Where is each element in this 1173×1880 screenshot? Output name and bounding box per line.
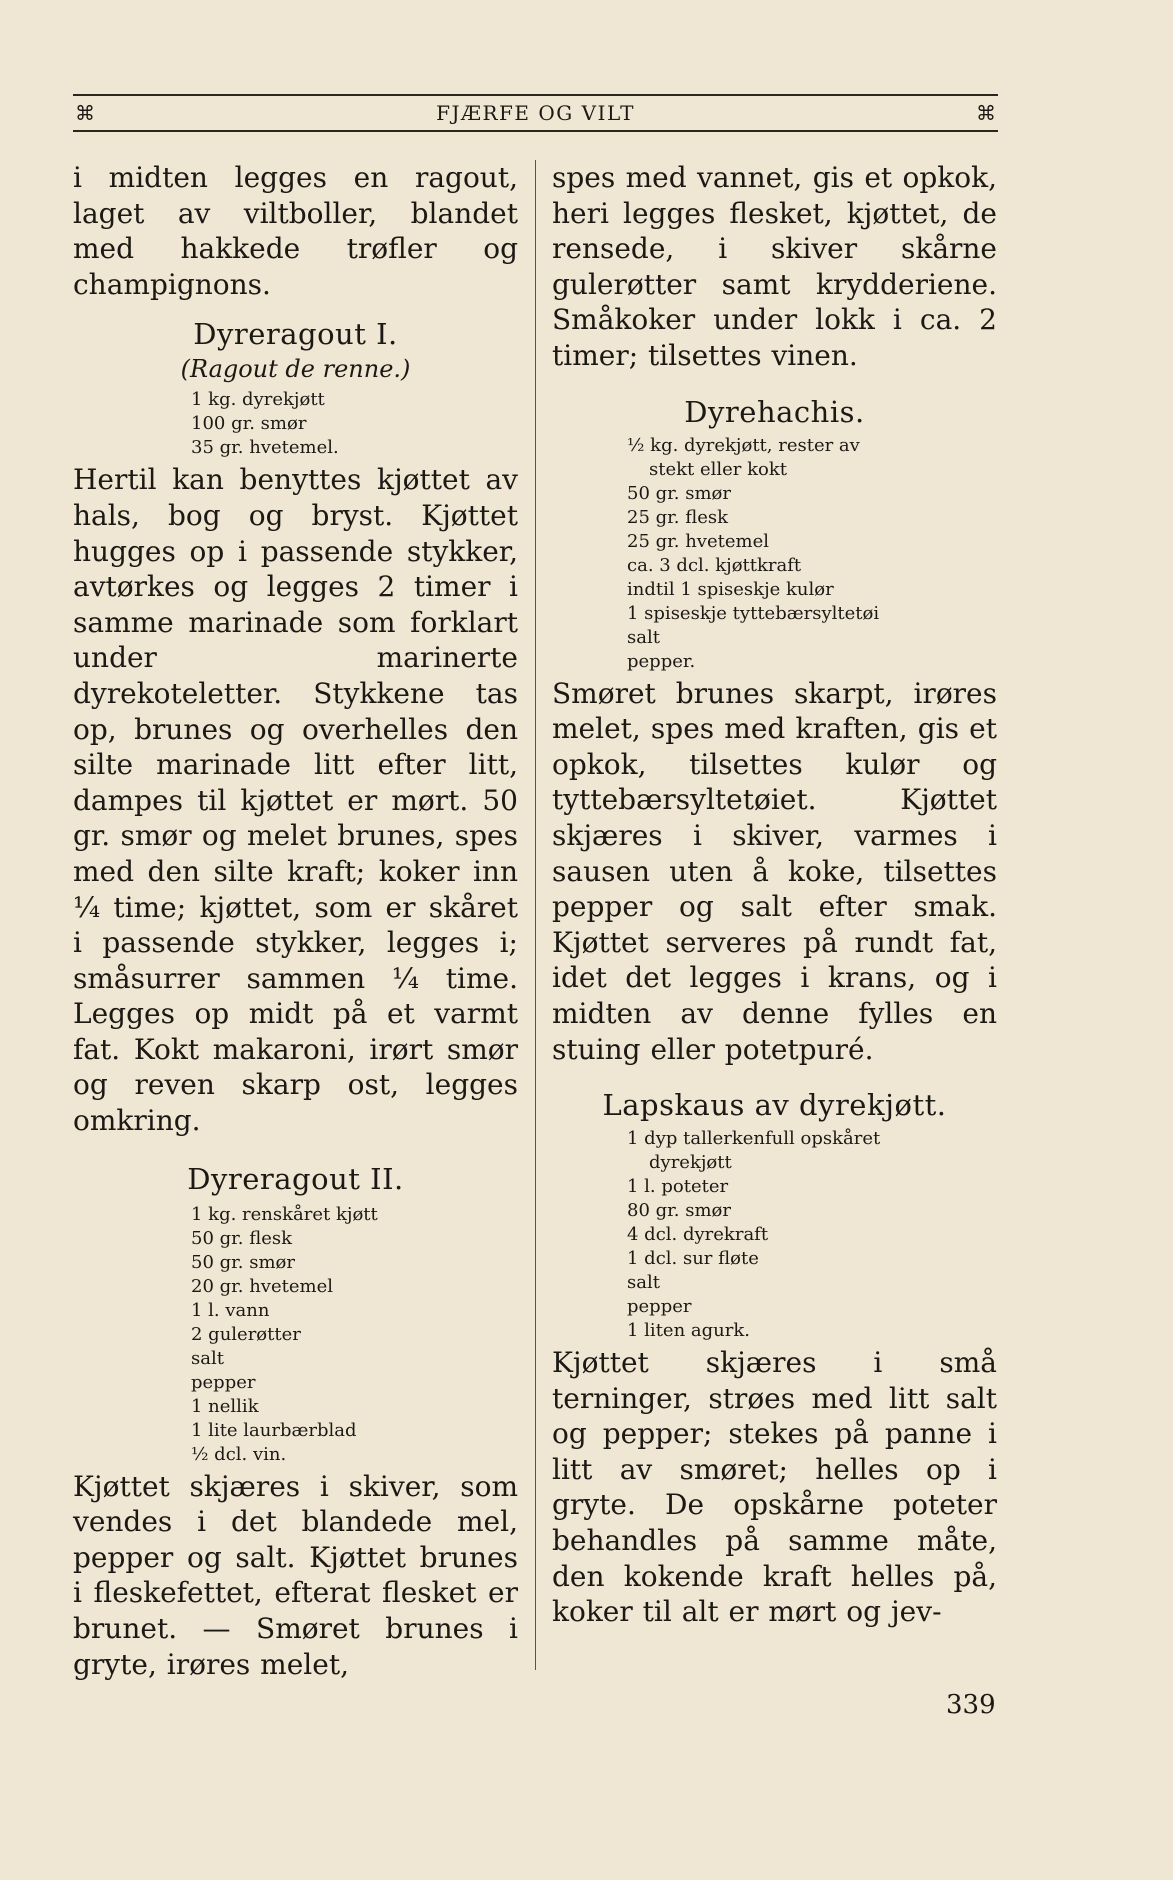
ingredient: pepper [191,1371,256,1393]
ingredient: 25 gr. flesk [627,506,729,528]
page-number: 339 [946,1690,996,1720]
ingredients-dyrehachis [552,434,997,674]
ingredient: ca. 3 dcl. kjøttkraft [627,554,802,576]
ingredient: 1 spiseskje tyttebærsyltetøi [627,602,880,624]
ingredient: 20 gr. hvetemel [191,1275,333,1297]
ingredient: indtil 1 spiseskje kulør [627,578,834,600]
ingredient: 1 lite laurbærblad [191,1419,357,1441]
method-lapskaus: Kjøttet skjæres i små terninger, strøes med litt salt og pepper; stekes på panne i litt av smøret; helles op i gryte. De opskårne poteter behandles på samme måte, den kokende kraft helles på, koker til alt er mørt og jev- [552,1346,997,1629]
recipe-subtitle: (Ragout de renne.) [180,355,411,384]
right-column [552,160,997,1630]
ingredient: 1 nellik [191,1395,259,1417]
ornament-left-icon: ⌘ [75,101,95,125]
ingredient: 2 gulerøtter [191,1323,301,1345]
recipe-title-dyreragout-2: Dyreragout II. [187,1161,404,1196]
method-dyrehachis: Smøret brunes skarpt, irøres melet, spes med kraften, gis et opkok, tilsettes kulør og tyttebærsyltetøiet. Kjøttet skjæres i skiver, varmes i sausen uten å koke, tilsettes pepper og salt efter smak. Kjøttet serveres på rundt fat, idet det legges i krans, og i midten av denne fylles en stuing eller potetpuré. [552,676,997,1066]
ingredient: 35 gr. hvetemel. [191,437,339,459]
recipe-title-dyreragout-1: Dyreragout I. [193,317,398,352]
ingredient: ½ kg. dyrekjøtt, rester av [627,434,860,456]
ingredient: 50 gr. smør [191,1251,295,1273]
left-column [73,160,518,1682]
ingredient: salt [627,626,660,648]
running-header [73,94,998,132]
recipe-title-dyrehachis: Dyrehachis. [684,394,865,429]
ingredient: pepper [627,1296,692,1318]
ingredient: 25 gr. hvetemel [627,530,769,552]
ingredient: 1 dyp tallerkenfull opskåret [627,1128,881,1150]
ingredient: 50 gr. smør [627,482,731,504]
column-divider [535,160,536,1670]
ingredients-lapskaus [552,1127,997,1343]
ingredient: 1 l. poteter [627,1176,729,1198]
ingredient: 100 gr. smør [191,413,307,435]
continued-paragraph: spes med vannet, gis et opkok, heri legges flesket, kjøttet, de rensede, i skiver skårne gulerøtter samt krydderiene. Småkoker under lokk i ca. 2 timer; tilsettes vinen. [552,161,997,372]
ingredient: salt [627,1272,660,1294]
ingredient: 50 gr. flesk [191,1227,293,1249]
ingredient: 1 kg. renskåret kjøtt [191,1203,378,1225]
ingredient: pepper. [627,650,696,672]
ingredient: 1 l. vann [191,1299,270,1321]
ingredients-dyreragout-1 [73,388,518,460]
ingredient: ½ dcl. vin. [191,1443,287,1465]
ingredients-dyreragout-2 [73,1203,518,1467]
ingredient: stekt eller kokt [649,458,788,480]
ingredient: 4 dcl. dyrekraft [627,1224,769,1246]
ornament-right-icon: ⌘ [976,101,996,125]
recipe-title-lapskaus: Lapskaus av dyrekjøtt. [602,1088,947,1123]
ingredient: 1 dcl. sur fløte [627,1248,759,1270]
ingredient: dyrekjøtt [649,1152,732,1174]
running-title: FJÆRFE OG VILT [436,101,635,125]
ingredient: salt [191,1347,224,1369]
ingredient: 80 gr. smør [627,1200,731,1222]
method-dyreragout-1: Hertil kan benyttes kjøttet av hals, bog og bryst. Kjøttet hugges op i passende stykker, avtørkes og legges 2 timer i samme marinade som forklart under marinerte dyrekoteletter. Stykkene tas op, brunes og overhelles den silte marinade litt efter litt, dampes til kjøttet er mørt. 50 gr. smør og melet brunes, spes med den silte kraft; koker inn ¼ time; kjøttet, som er skåret i passende stykker, legges i; småsurrer sammen ¼ time. Legges op midt på et varmt fat. Kokt makaroni, irørt smør og reven skarp ost, legges omkring. [73,463,518,1138]
ingredient: 1 liten agurk. [627,1320,750,1342]
ingredient: 1 kg. dyrekjøtt [191,389,325,411]
intro-paragraph: i midten legges en ragout, laget av viltboller, blandet med hakkede trøfler og champignons. [73,161,518,301]
method-dyreragout-2: Kjøttet skjæres i skiver, som vendes i det blandede mel, pepper og salt. Kjøttet brunes i fleskefettet, efterat flesket er brunet. — Smøret brunes i gryte, irøres melet, [73,1469,518,1681]
